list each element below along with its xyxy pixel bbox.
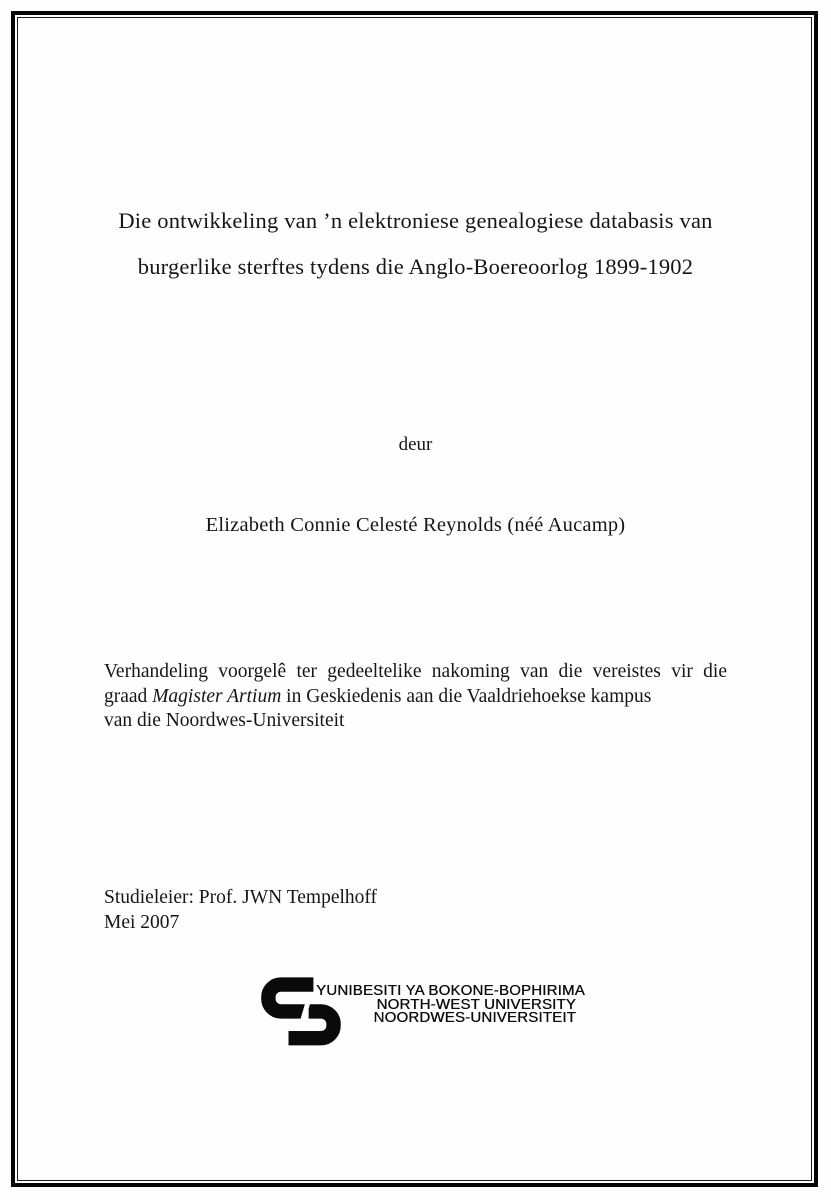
author-name: Elizabeth Connie Celesté Reynolds (néé Aucamp): [205, 514, 626, 536]
thesis-title-line2: burgerlike sterftes tydens die Anglo-Boereoorlog 1899-1902: [137, 254, 694, 279]
degree-name: Magister Artium: [152, 685, 282, 707]
submission-line2: [104, 685, 727, 710]
university-logo: [254, 971, 584, 1053]
submission-line3: van die Noordwes-Universiteit: [104, 710, 345, 731]
submission-line2-prefix: graad: [104, 685, 153, 707]
submission-statement: [104, 660, 727, 734]
logo-line-english: NORTH-WEST UNIVERSITY: [376, 995, 576, 1013]
submission-line2-suffix: in Geskiedenis aan die Vaaldriehoekse kampus: [281, 685, 652, 707]
logo-line-afrikaans: NOORDWES-UNIVERSITEIT: [373, 1009, 576, 1026]
thesis-title: [0, 198, 831, 290]
supervisor-block: [104, 885, 377, 935]
submission-line1: Verhandeling voorgelê ter gedeeltelike nakoming van die vereistes vir die: [104, 661, 727, 682]
date-line: Mei 2007: [104, 912, 180, 933]
supervisor-line: Studieleier: Prof. JWN Tempelhoff: [104, 887, 378, 908]
university-logo-wordmark: [316, 982, 585, 1026]
byline-label: deur: [398, 434, 433, 455]
thesis-title-line1: Die ontwikkeling van ’n elektroniese genealogiese databasis van: [118, 208, 713, 233]
logo-line-setswana: YUNIBESITI YA BOKONE-BOPHIRIMA: [316, 982, 585, 999]
